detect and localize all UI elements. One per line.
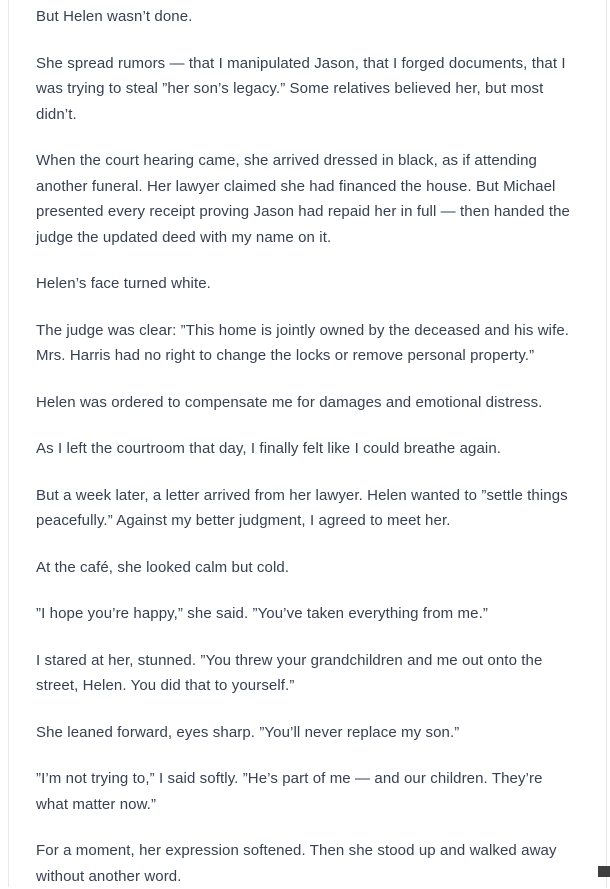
story-paragraph: But Helen wasn’t done. bbox=[36, 4, 571, 30]
story-paragraph: But a week later, a letter arrived from her lawyer. Helen wanted to ”settle things peacefully.” Against my better judgment, I agreed to meet her. bbox=[36, 483, 571, 534]
story-paragraph: At the café, she looked calm but cold. bbox=[36, 555, 571, 581]
story-paragraph: Helen’s face turned white. bbox=[36, 271, 571, 297]
story-paragraph: She spread rumors — that I manipulated Jason, that I forged documents, that I was trying to steal ”her son’s legacy.” Some relatives believed her, but most didn’t. bbox=[36, 51, 571, 128]
article-card bbox=[8, 0, 607, 887]
story-paragraph: ”I’m not trying to,” I said softly. ”He’s part of me — and our children. They’re what matter now.” bbox=[36, 766, 571, 817]
story-article bbox=[36, 0, 571, 889]
story-paragraph: As I left the courtroom that day, I finally felt like I could breathe again. bbox=[36, 436, 571, 462]
story-paragraph: Helen was ordered to compensate me for damages and emotional distress. bbox=[36, 390, 571, 416]
story-paragraph: The judge was clear: ”This home is jointly owned by the deceased and his wife. Mrs. Harris had no right to change the locks or remove personal property.” bbox=[36, 318, 571, 369]
story-paragraph: For a moment, her expression softened. Then she stood up and walked away without another word. bbox=[36, 838, 571, 889]
story-paragraph: I stared at her, stunned. ”You threw your grandchildren and me out onto the street, Helen. You did that to yourself.” bbox=[36, 648, 571, 699]
story-paragraph: When the court hearing came, she arrived dressed in black, as if attending another funeral. Her lawyer claimed she had financed the house. But Michael presented every receipt proving Jason had repaid her in full — then handed the judge the updated deed with my name on it. bbox=[36, 148, 571, 250]
story-paragraph: She leaned forward, eyes sharp. ”You’ll never replace my son.” bbox=[36, 720, 571, 746]
story-paragraph: ”I hope you’re happy,” she said. ”You’ve taken everything from me.” bbox=[36, 601, 571, 627]
scrollbar-thumb[interactable] bbox=[598, 866, 610, 877]
